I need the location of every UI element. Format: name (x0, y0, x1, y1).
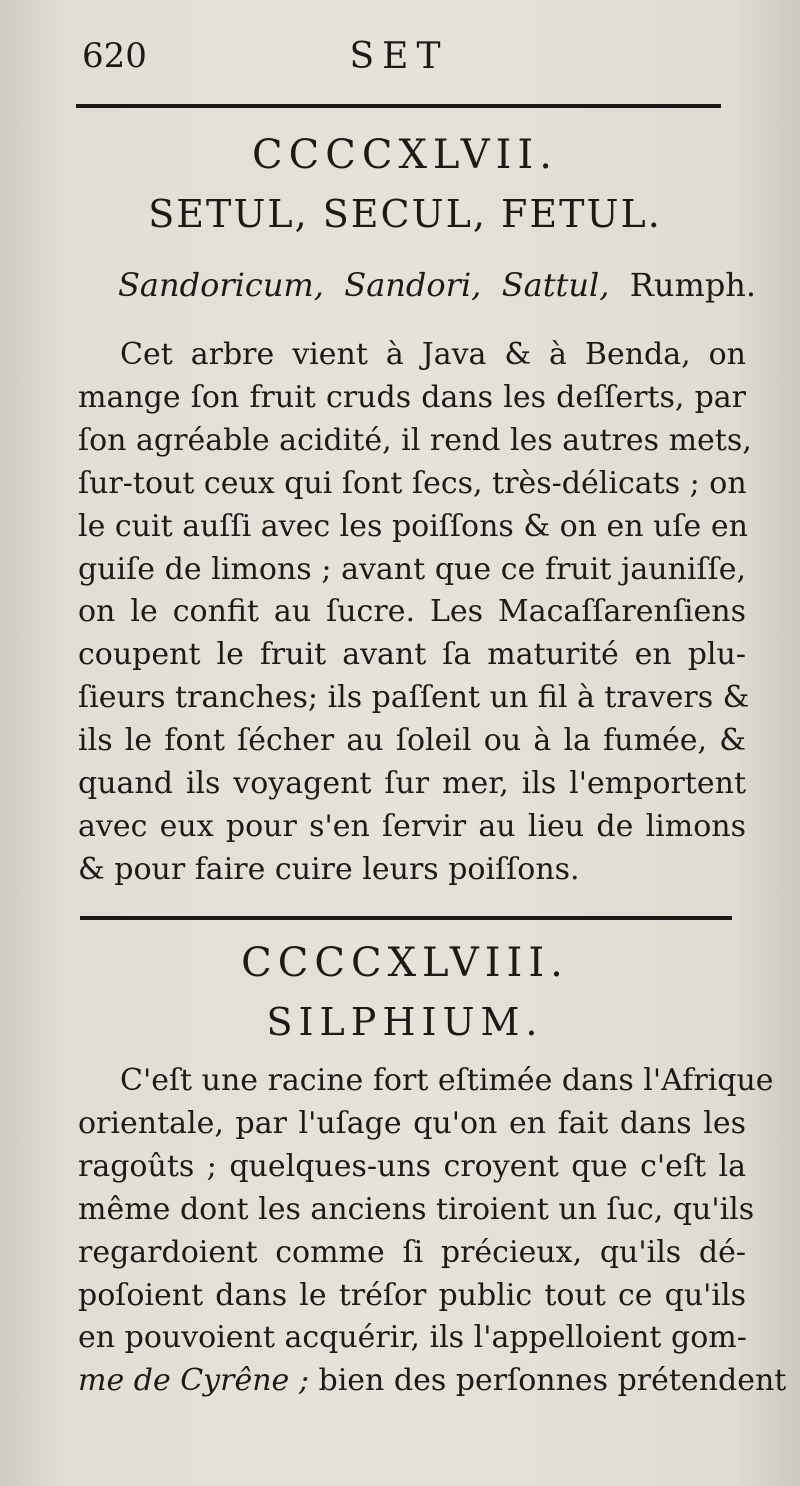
text-line: même dont les anciens tiroient un ſuc, qu'ils (78, 1191, 755, 1227)
text-line: ſur-tout ceux qui ſont ſecs, très-délicats ; on (78, 465, 747, 501)
text-line: quand ils voyagent ſur mer, ils l'emportent (78, 766, 746, 802)
text-line: orientale, par l'uſage qu'on en fait dans les (78, 1105, 746, 1141)
text-line: & pour faire cuire leurs poiſſons. (78, 851, 580, 887)
text-line: ils le font ſécher au ſoleil ou à la fumée, & (78, 723, 746, 759)
text-line: ragoûts ; quelques-uns croyent que c'eſt la (78, 1148, 746, 1184)
text-line: mange ſon fruit cruds dans les deſſerts, par (78, 379, 746, 415)
text-line: ſieurs tranches; ils paſſent un fil à travers & (78, 680, 750, 716)
text-line: le cuit auſſi avec les poiſſons & on en uſe en (78, 508, 748, 544)
text-line: Cet arbre vient à Java & à Benda, on (120, 337, 746, 372)
text-line: avec eux pour s'en ſervir au lieu de limons (78, 808, 746, 844)
text-line (78, 1360, 787, 1403)
text-line: guiſe de limons ; avant que ce fruit jauniſſe, (78, 551, 746, 587)
text-line: on le confit au ſucre. Les Macaſſarenſiens (78, 594, 746, 630)
text-line: C'eſt une racine fort eſtimée dans l'Afrique (120, 1063, 774, 1098)
synonym: Sandoricum, (118, 266, 324, 304)
entry-number: CCCCXLVII. (252, 132, 558, 178)
synonym: Sandori, (344, 266, 482, 304)
entry-number: CCCCXLVIII. (241, 940, 569, 986)
section-rule (80, 916, 732, 920)
text-line: en pouvoient acquérir, ils l'appelloient gom- (78, 1320, 747, 1356)
header-rule (76, 104, 721, 108)
entry-text (78, 334, 752, 892)
entry-text (78, 1060, 787, 1403)
entry-title: SETUL, SECUL, FETUL. (148, 192, 662, 236)
text-line: poſoient dans le tréſor public tout ce qu'ils (78, 1277, 746, 1313)
text-line: coupent le fruit avant ſa maturité en plu- (78, 637, 746, 673)
page-header (74, 36, 724, 80)
italic-phrase: me de Cyrêne ; (78, 1363, 309, 1399)
synonym: Sattul, (501, 266, 610, 304)
text-line: regardoient comme ſi précieux, qu'ils dé- (78, 1234, 746, 1270)
text-fragment: bien des perſonnes prétendent (308, 1363, 787, 1399)
running-head: SET (349, 36, 449, 77)
text-line: ſon agréable acidité, il rend les autres mets, (78, 422, 752, 458)
entry-synonyms (118, 266, 758, 304)
page-number: 620 (82, 36, 147, 76)
synonym-author: Rumph. (629, 266, 757, 304)
entry-title: SILPHIUM. (266, 1000, 544, 1044)
